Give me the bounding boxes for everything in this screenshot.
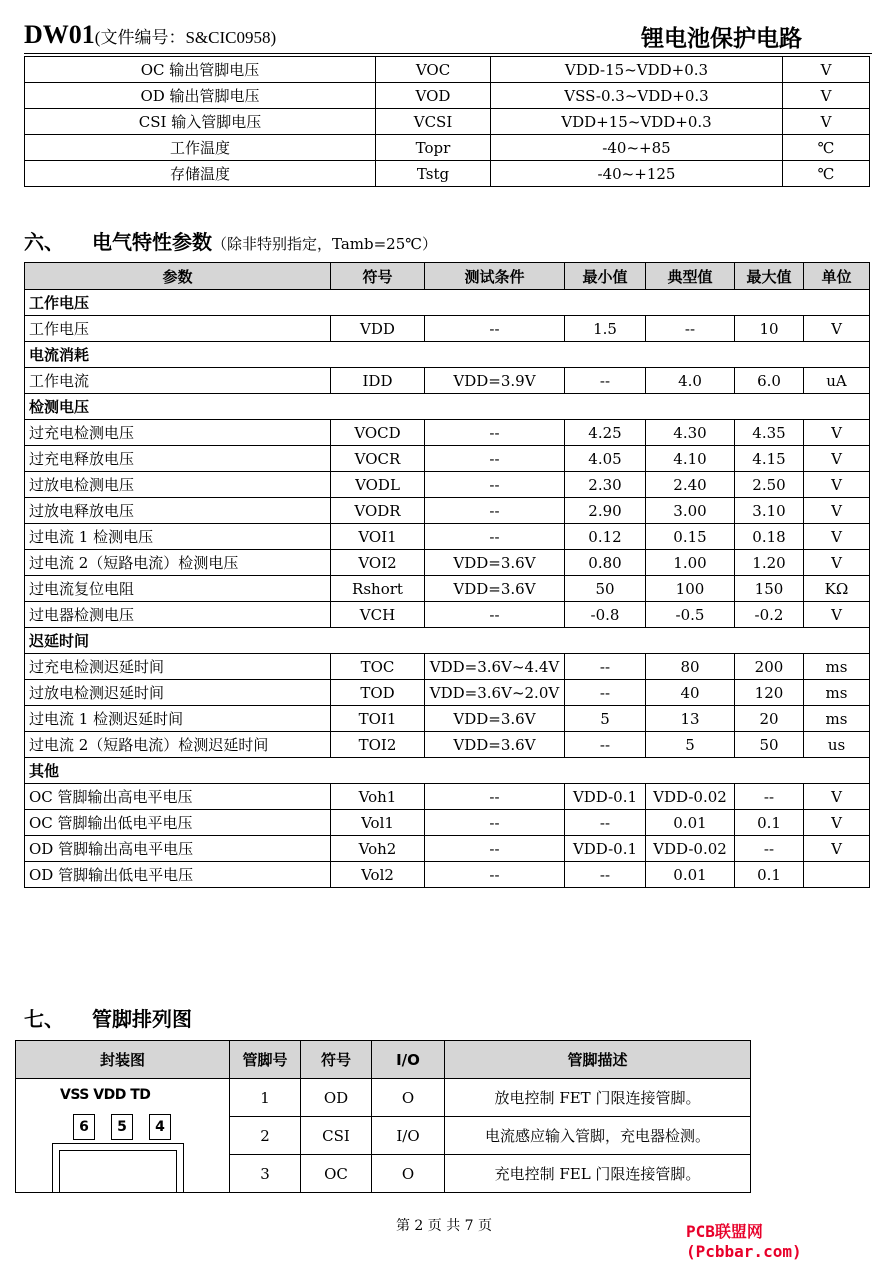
min-cell: --	[565, 862, 646, 888]
table-row	[25, 498, 870, 524]
min-cell: 5	[565, 706, 646, 732]
symbol-cell: CSI	[301, 1117, 372, 1155]
unit-cell: V	[804, 498, 870, 524]
symbol-cell: VOCR	[331, 446, 425, 472]
unit-cell: KΩ	[804, 576, 870, 602]
group-row	[25, 628, 870, 654]
table-row	[25, 472, 870, 498]
unit-cell: V	[804, 524, 870, 550]
column-header: 符号	[331, 263, 425, 290]
description-cell: 充电控制 FEL 门限连接管脚。	[445, 1155, 751, 1193]
min-cell: 2.30	[565, 472, 646, 498]
table-row	[25, 135, 870, 161]
table-row	[25, 57, 870, 83]
typ-cell: 1.00	[646, 550, 735, 576]
min-cell: --	[565, 680, 646, 706]
max-cell: 20	[735, 706, 804, 732]
param-name-cell: CSI 输入管脚电压	[25, 109, 376, 135]
symbol-cell: VODL	[331, 472, 425, 498]
typ-cell: 0.15	[646, 524, 735, 550]
typ-cell: 4.10	[646, 446, 735, 472]
typ-cell: 4.30	[646, 420, 735, 446]
typ-cell: 100	[646, 576, 735, 602]
max-cell: -0.2	[735, 602, 804, 628]
condition-cell: --	[425, 602, 565, 628]
range-cell: VDD+15~VDD+0.3	[491, 109, 783, 135]
document-title: 锂电池保护电路	[641, 26, 802, 52]
typ-cell: 40	[646, 680, 735, 706]
group-label: 其他	[25, 758, 870, 784]
min-cell: 1.5	[565, 316, 646, 342]
watermark: PCB联盟网 (Pcbbar.com)	[686, 1222, 802, 1261]
column-header: 最小值	[565, 263, 646, 290]
column-header: 参数	[25, 263, 331, 290]
table-row	[25, 446, 870, 472]
column-header: 管脚号	[230, 1041, 301, 1079]
table-row	[25, 109, 870, 135]
pin-number-cell: 1	[230, 1079, 301, 1117]
symbol-cell: Voh1	[331, 784, 425, 810]
condition-cell: VDD=3.9V	[425, 368, 565, 394]
symbol-cell: Topr	[376, 135, 491, 161]
symbol-cell: Rshort	[331, 576, 425, 602]
io-cell: I/O	[372, 1117, 445, 1155]
min-cell: VDD-0.1	[565, 836, 646, 862]
table-row	[25, 316, 870, 342]
group-label: 工作电压	[25, 290, 870, 316]
table-row	[25, 576, 870, 602]
range-cell: -40~+85	[491, 135, 783, 161]
param-name-cell: 过电流 1 检测迟延时间	[25, 706, 331, 732]
symbol-cell: Voh2	[331, 836, 425, 862]
typ-cell: 5	[646, 732, 735, 758]
page-number: 第 2 页 共 7 页	[395, 1218, 493, 1234]
unit-cell: V	[783, 57, 870, 83]
symbol-cell: VOC	[376, 57, 491, 83]
column-header: 符号	[301, 1041, 372, 1079]
param-name-cell: 过充电检测迟延时间	[25, 654, 331, 680]
table-row	[25, 420, 870, 446]
symbol-cell: TOI2	[331, 732, 425, 758]
io-cell: O	[372, 1155, 445, 1193]
max-cell: 200	[735, 654, 804, 680]
table-row	[25, 524, 870, 550]
max-cell: --	[735, 836, 804, 862]
group-label: 迟延时间	[25, 628, 870, 654]
table-row	[25, 810, 870, 836]
unit-cell: V	[804, 446, 870, 472]
table-row	[25, 368, 870, 394]
unit-cell: V	[804, 810, 870, 836]
abs-max-ratings-table	[24, 56, 870, 187]
max-cell: 4.15	[735, 446, 804, 472]
min-cell: --	[565, 368, 646, 394]
symbol-cell: Tstg	[376, 161, 491, 187]
max-cell: 10	[735, 316, 804, 342]
symbol-cell: OD	[301, 1079, 372, 1117]
condition-cell: VDD=3.6V~2.0V	[425, 680, 565, 706]
condition-cell: --	[425, 810, 565, 836]
table-row	[25, 161, 870, 187]
symbol-cell: VDD	[331, 316, 425, 342]
table-row	[25, 550, 870, 576]
package-diagram-cell	[16, 1079, 230, 1193]
unit-cell: ms	[804, 706, 870, 732]
package-body	[52, 1143, 184, 1193]
param-name-cell: 过充电检测电压	[25, 420, 331, 446]
min-cell: 4.25	[565, 420, 646, 446]
group-row	[25, 290, 870, 316]
column-header: I/O	[372, 1041, 445, 1079]
unit-cell: V	[804, 602, 870, 628]
condition-cell: --	[425, 784, 565, 810]
pin-number-cell: 3	[230, 1155, 301, 1193]
package-pin-labels: VSS VDD TD	[60, 1087, 151, 1103]
condition-cell: --	[425, 862, 565, 888]
min-cell: 4.05	[565, 446, 646, 472]
max-cell: 4.35	[735, 420, 804, 446]
condition-cell: --	[425, 420, 565, 446]
typ-cell: 0.01	[646, 810, 735, 836]
range-cell: -40~+125	[491, 161, 783, 187]
group-label: 电流消耗	[25, 342, 870, 368]
io-cell: O	[372, 1079, 445, 1117]
unit-cell: ms	[804, 654, 870, 680]
unit-cell: V	[783, 109, 870, 135]
param-name-cell: OD 管脚输出高电平电压	[25, 836, 331, 862]
typ-cell: --	[646, 316, 735, 342]
param-name-cell: 过电器检测电压	[25, 602, 331, 628]
param-name-cell: 过放电检测迟延时间	[25, 680, 331, 706]
typ-cell: 2.40	[646, 472, 735, 498]
pin-number-cell: 2	[230, 1117, 301, 1155]
param-name-cell: 过电流复位电阻	[25, 576, 331, 602]
typ-cell: 0.01	[646, 862, 735, 888]
condition-cell: VDD=3.6V	[425, 576, 565, 602]
max-cell: 3.10	[735, 498, 804, 524]
document-number: (文件编号：S&CIC0958)	[94, 28, 277, 47]
table-row	[25, 862, 870, 888]
param-name-cell: 过放电检测电压	[25, 472, 331, 498]
unit-cell: V	[804, 550, 870, 576]
max-cell: 0.18	[735, 524, 804, 550]
max-cell: 2.50	[735, 472, 804, 498]
package-pin-box: 6	[73, 1114, 95, 1140]
param-name-cell: 过电流 2（短路电流）检测迟延时间	[25, 732, 331, 758]
max-cell: 0.1	[735, 862, 804, 888]
condition-cell: --	[425, 472, 565, 498]
symbol-cell: VODR	[331, 498, 425, 524]
section-6-heading: 六、 电气特性参数（除非特别指定，Tamb=25℃）	[24, 230, 438, 254]
max-cell: 120	[735, 680, 804, 706]
typ-cell: VDD-0.02	[646, 784, 735, 810]
condition-cell: --	[425, 836, 565, 862]
table-row	[25, 83, 870, 109]
condition-cell: --	[425, 446, 565, 472]
symbol-cell: Vol1	[331, 810, 425, 836]
min-cell: 0.80	[565, 550, 646, 576]
min-cell: --	[565, 654, 646, 680]
typ-cell: -0.5	[646, 602, 735, 628]
group-row	[25, 758, 870, 784]
param-name-cell: OC 管脚输出高电平电压	[25, 784, 331, 810]
package-pin-box: 5	[111, 1114, 133, 1140]
typ-cell: 4.0	[646, 368, 735, 394]
symbol-cell: VOI1	[331, 524, 425, 550]
unit-cell: V	[804, 784, 870, 810]
document-brand: DW01(文件编号：S&CIC0958)	[24, 20, 277, 49]
typ-cell: 80	[646, 654, 735, 680]
param-name-cell: 过电流 2（短路电流）检测电压	[25, 550, 331, 576]
symbol-cell: Vol2	[331, 862, 425, 888]
electrical-characteristics-table	[24, 262, 870, 888]
column-header: 管脚描述	[445, 1041, 751, 1079]
max-cell: 1.20	[735, 550, 804, 576]
unit-cell: V	[804, 472, 870, 498]
param-name-cell: OC 管脚输出低电平电压	[25, 810, 331, 836]
range-cell: VDD-15~VDD+0.3	[491, 57, 783, 83]
min-cell: --	[565, 810, 646, 836]
param-name-cell: 过放电释放电压	[25, 498, 331, 524]
column-header: 测试条件	[425, 263, 565, 290]
param-name-cell: 存储温度	[25, 161, 376, 187]
max-cell: 0.1	[735, 810, 804, 836]
min-cell: -0.8	[565, 602, 646, 628]
package-pin-box: 4	[149, 1114, 171, 1140]
section-6-note: （除非特别指定，Tamb=25℃）	[212, 235, 438, 253]
unit-cell: V	[804, 420, 870, 446]
column-header: 单位	[804, 263, 870, 290]
symbol-cell: VCSI	[376, 109, 491, 135]
group-row	[25, 342, 870, 368]
symbol-cell: VCH	[331, 602, 425, 628]
table-row	[16, 1079, 751, 1117]
column-header: 典型值	[646, 263, 735, 290]
unit-cell: us	[804, 732, 870, 758]
param-name-cell: 工作温度	[25, 135, 376, 161]
symbol-cell: TOC	[331, 654, 425, 680]
param-name-cell: OC 输出管脚电压	[25, 57, 376, 83]
min-cell: --	[565, 732, 646, 758]
table-row	[25, 654, 870, 680]
symbol-cell: TOI1	[331, 706, 425, 732]
min-cell: 0.12	[565, 524, 646, 550]
group-row	[25, 394, 870, 420]
symbol-cell: IDD	[331, 368, 425, 394]
param-name-cell: OD 输出管脚电压	[25, 83, 376, 109]
param-name-cell: 工作电流	[25, 368, 331, 394]
unit-cell: ms	[804, 680, 870, 706]
table-row	[25, 602, 870, 628]
max-cell: --	[735, 784, 804, 810]
condition-cell: --	[425, 524, 565, 550]
unit-cell: V	[783, 83, 870, 109]
table-row	[25, 784, 870, 810]
max-cell: 6.0	[735, 368, 804, 394]
section-7-heading: 七、 管脚排列图	[24, 1007, 192, 1031]
condition-cell: --	[425, 316, 565, 342]
param-name-cell: OD 管脚输出低电平电压	[25, 862, 331, 888]
table-row	[25, 732, 870, 758]
symbol-cell: OC	[301, 1155, 372, 1193]
max-cell: 150	[735, 576, 804, 602]
condition-cell: VDD=3.6V	[425, 706, 565, 732]
typ-cell: VDD-0.02	[646, 836, 735, 862]
unit-cell: V	[804, 316, 870, 342]
condition-cell: VDD=3.6V~4.4V	[425, 654, 565, 680]
symbol-cell: VOCD	[331, 420, 425, 446]
range-cell: VSS-0.3~VDD+0.3	[491, 83, 783, 109]
param-name-cell: 过充电释放电压	[25, 446, 331, 472]
condition-cell: VDD=3.6V	[425, 732, 565, 758]
pin-assignment-table	[15, 1040, 751, 1193]
symbol-cell: VOD	[376, 83, 491, 109]
symbol-cell: TOD	[331, 680, 425, 706]
group-label: 检测电压	[25, 394, 870, 420]
min-cell: VDD-0.1	[565, 784, 646, 810]
column-header: 最大值	[735, 263, 804, 290]
symbol-cell: VOI2	[331, 550, 425, 576]
unit-cell: ℃	[783, 135, 870, 161]
condition-cell: VDD=3.6V	[425, 550, 565, 576]
header-rule	[24, 53, 872, 54]
column-header: 封装图	[16, 1041, 230, 1079]
unit-cell: ℃	[783, 161, 870, 187]
table-row	[25, 836, 870, 862]
typ-cell: 3.00	[646, 498, 735, 524]
description-cell: 电流感应输入管脚，充电器检测。	[445, 1117, 751, 1155]
unit-cell: V	[804, 836, 870, 862]
min-cell: 50	[565, 576, 646, 602]
table-row	[25, 680, 870, 706]
max-cell: 50	[735, 732, 804, 758]
param-name-cell: 过电流 1 检测电压	[25, 524, 331, 550]
table-row	[25, 706, 870, 732]
param-name-cell: 工作电压	[25, 316, 331, 342]
unit-cell	[804, 862, 870, 888]
min-cell: 2.90	[565, 498, 646, 524]
unit-cell: uA	[804, 368, 870, 394]
condition-cell: --	[425, 498, 565, 524]
description-cell: 放电控制 FET 门限连接管脚。	[445, 1079, 751, 1117]
typ-cell: 13	[646, 706, 735, 732]
